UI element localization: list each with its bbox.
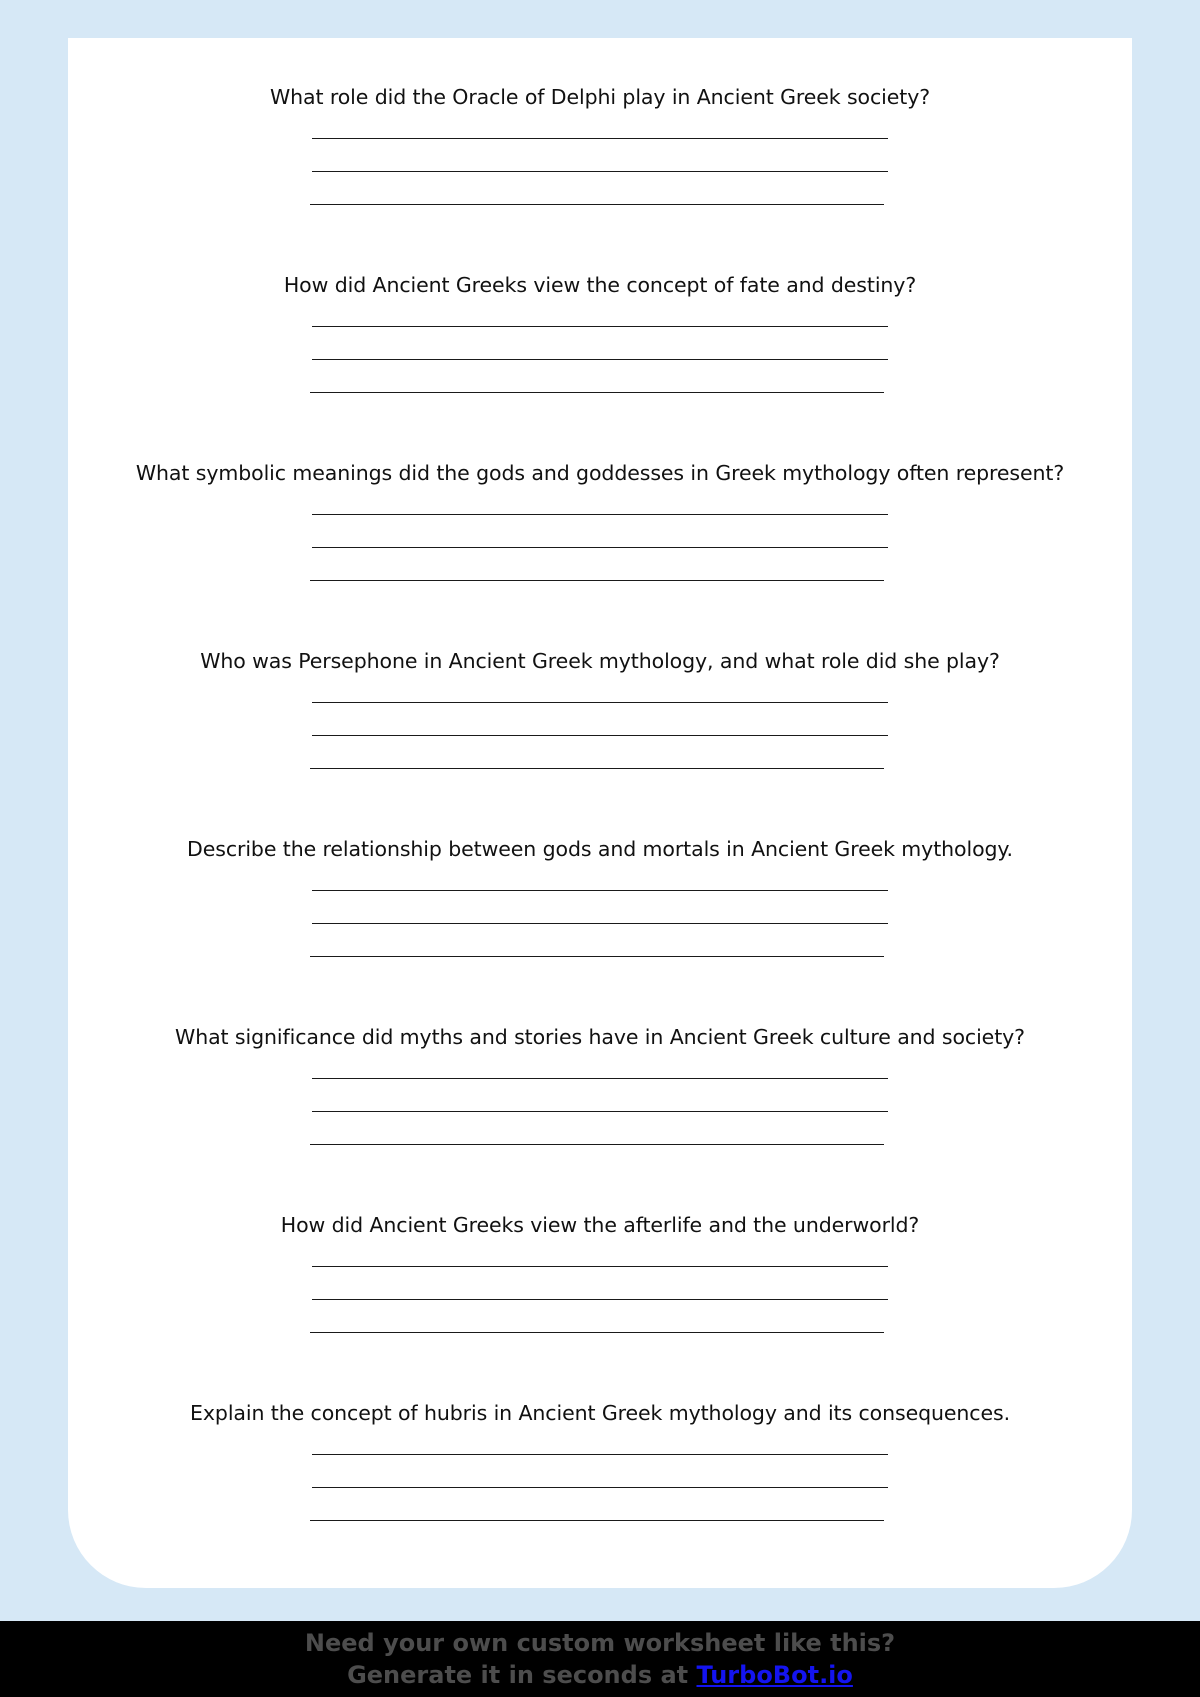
answer-line[interactable]	[312, 138, 888, 139]
question-block	[68, 1354, 1132, 1514]
question-block	[68, 226, 1132, 386]
answer-line[interactable]	[310, 956, 884, 957]
question-text: What symbolic meanings did the gods and goddesses in Greek mythology often represent?	[135, 461, 1065, 485]
question-block	[68, 38, 1132, 198]
answer-line[interactable]	[312, 1078, 888, 1079]
question-block	[68, 414, 1132, 574]
answer-line[interactable]	[310, 204, 884, 205]
promo-subline	[0, 1659, 1200, 1691]
answer-line[interactable]	[310, 768, 884, 769]
promo-headline: Need your own custom worksheet like this?	[304, 1629, 896, 1657]
answer-line[interactable]	[312, 514, 888, 515]
question-text: What significance did myths and stories have in Ancient Greek culture and society?	[175, 1025, 1025, 1049]
question-block	[68, 790, 1132, 950]
answer-line[interactable]	[312, 890, 888, 891]
question-text: What role did the Oracle of Delphi play in Ancient Greek society?	[269, 85, 931, 109]
worksheet-page	[68, 38, 1132, 1588]
answer-line[interactable]	[312, 359, 888, 360]
answer-line[interactable]	[312, 923, 888, 924]
promo-subline-text: Generate it in seconds at	[347, 1661, 697, 1689]
answer-line[interactable]	[312, 326, 888, 327]
answer-line[interactable]	[312, 1266, 888, 1267]
question-text: How did Ancient Greeks view the afterlife and the underworld?	[280, 1213, 920, 1237]
answer-line[interactable]	[312, 1487, 888, 1488]
answer-line[interactable]	[312, 1111, 888, 1112]
answer-line[interactable]	[312, 547, 888, 548]
answer-line[interactable]	[312, 171, 888, 172]
promo-footer	[0, 1621, 1200, 1697]
answer-line[interactable]	[310, 392, 884, 393]
question-text: Explain the concept of hubris in Ancient Greek mythology and its consequences.	[190, 1401, 1010, 1425]
answer-line[interactable]	[312, 735, 888, 736]
question-block	[68, 978, 1132, 1138]
answer-line[interactable]	[312, 702, 888, 703]
question-text: Who was Persephone in Ancient Greek mythology, and what role did she play?	[200, 649, 1000, 673]
answer-line[interactable]	[312, 1454, 888, 1455]
question-block	[68, 602, 1132, 762]
question-text: Describe the relationship between gods and mortals in Ancient Greek mythology.	[187, 837, 1013, 861]
answer-line[interactable]	[310, 580, 884, 581]
answer-line[interactable]	[312, 1299, 888, 1300]
question-block	[68, 1166, 1132, 1326]
answer-line[interactable]	[310, 1520, 884, 1521]
answer-line[interactable]	[310, 1144, 884, 1145]
turbobot-link[interactable]: TurboBot.io	[696, 1661, 853, 1689]
answer-line[interactable]	[310, 1332, 884, 1333]
question-text: How did Ancient Greeks view the concept of fate and destiny?	[283, 273, 917, 297]
